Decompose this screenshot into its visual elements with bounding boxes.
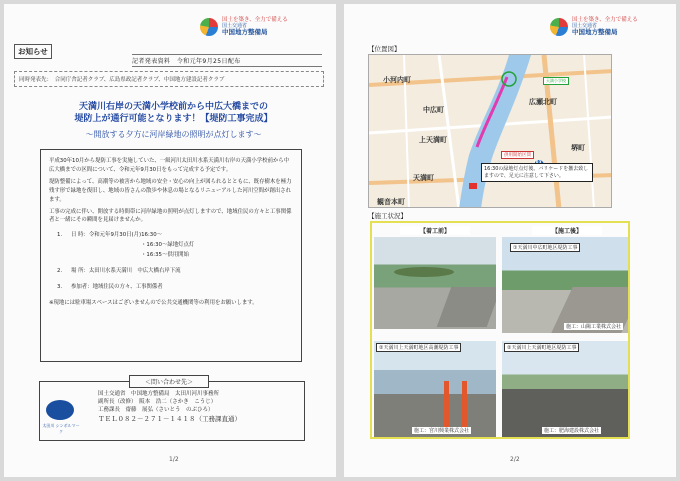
schedule-participants: 参加者：地域住民の方々、工事関係者 [71, 283, 163, 290]
logo-org: 国土交通省 [572, 22, 598, 29]
schedule-date: 日 時：令和元年9月30日(月)16:30～ [71, 232, 163, 239]
body-paragraph-1: 平成30年10月から堤防工事を実施していた、一級河川太田川水系天満川右岸の天満小学校前から中広大橋までの区間について、令和元年9月30日をもって完成する予定です。 [49, 158, 290, 173]
schedule-item-3 [49, 283, 293, 293]
body-box [40, 149, 302, 362]
after-photo-label: 【施工後】 [532, 226, 602, 235]
body-paragraph-3: 工事の完成に伴い、開放する時間帯に河岸緑地の照明が点灯しますので、地域住民の方々と工事関係者と一緒にその瞬間を見届けませんか。 [49, 208, 292, 224]
logo-org: 国土交通省 [222, 22, 248, 29]
mlit-logo-icon [200, 18, 218, 36]
photo-caption-3: 施工：肥海建設株式会社 [544, 428, 600, 434]
mlit-logo [200, 18, 288, 36]
inquiry-person-2: 工務課長 齋藤 展弘（さいとう のぶひろ） [98, 406, 214, 413]
schedule-item-2 [49, 267, 293, 277]
map-label-hirose: 広瀬北町 [529, 98, 557, 106]
page-number: 2/2 [510, 456, 520, 463]
schedule-num-3: 3. [57, 283, 63, 290]
inquiry-title: ＜問い合わせ先＞ [129, 375, 209, 388]
schedule-place: 場 所：太田川水系天満川 中広大橋右岸下流 [71, 268, 181, 275]
location-map-label: 【位置図】 [368, 45, 401, 53]
photo-tag-1: ①天満川中広町地区堤防工事 [510, 243, 580, 252]
title-line-2: 堤防上が通行可能となります！【堤防工事完成】 [74, 114, 273, 125]
map-label-nakahiro: 中広町 [423, 106, 444, 114]
inquiry-org: 国土交通省 中国地方整備局 太田川河川事務所 [98, 391, 220, 397]
notice-label: お知らせ [14, 44, 52, 59]
construction-status-label: 【施工状況】 [368, 212, 407, 220]
release-info: 記者発表資料 令和元年9月25日配布 [132, 54, 322, 67]
schedule-num-2: 2. [57, 268, 63, 275]
schedule-time-2: ・16:35～供用開始 [141, 252, 189, 259]
map-label-kamitenma: 上天満町 [419, 136, 447, 144]
page-subtitle: ～開放する夕方に河岸緑地の照明が点灯します～ [85, 130, 262, 139]
schedule-item-1 [49, 231, 293, 261]
photo-tag-3: ②天満川上天満町地区堤防工事 [504, 343, 579, 352]
page-number: 1/2 [169, 456, 179, 463]
map-label-kannon: 観音本町 [377, 198, 405, 206]
map-tag-school: 天満小学校 [543, 77, 569, 85]
map-tag-open-section: 供用開始区間 [501, 151, 534, 159]
map-label-sakai: 堺町 [571, 144, 585, 152]
mlit-logo [550, 18, 638, 36]
inquiry-person-1: 副所長（改修） 阪本 浩二（さかき こうじ） [98, 398, 217, 405]
page-2 [344, 4, 676, 477]
logo-slogan: 国土を築き、全力で備える [222, 17, 288, 24]
photo-tag-2: ②天満川上天満町地区高潮堤防工事 [376, 343, 461, 352]
map-callout: 16:30の緑地灯点灯後、バリケードを撤去致しますので、足元に注意して下さい。 [481, 163, 593, 182]
ota-river-emblem-icon [46, 400, 74, 420]
page-title [26, 101, 321, 125]
logo-slogan: 国土を築き、全力で備える [572, 17, 638, 24]
before-photo [374, 237, 496, 329]
schedule-num-1: 1. [57, 232, 63, 239]
photo-caption-2: 施工：宮川興業株式会社 [414, 428, 470, 434]
photo-caption-1: 施工：山陽工業株式会社 [566, 324, 622, 330]
after-photo-3 [502, 341, 628, 437]
map-label-kogochi: 小河内町 [383, 76, 411, 84]
construction-photos [370, 221, 630, 439]
after-photo-2 [374, 341, 496, 437]
map-label-tenma: 天満町 [413, 174, 434, 182]
page-1 [4, 4, 336, 477]
body-paragraph-2: 堤防整備によって、高潮等の被害から地域の安全・安心の向上が図られるとともに、既存樹木を極力残す形で緑地を復旧し、地域の皆さんの散歩や休息の場となるリニューアルした河川空間が創出されます。 [49, 178, 292, 203]
schedule-time-1: ・16:30～緑地灯点灯 [141, 242, 195, 249]
inquiry-tel: ＴＥＬ０８２－２７１－１４１８（工務課直通） [98, 414, 241, 423]
location-map [368, 54, 612, 208]
simultaneous-release-box [14, 71, 324, 87]
emblem-caption: 太田川 シンボルマーク [42, 423, 80, 434]
logo-office: 中国地方整備局 [572, 28, 618, 37]
logo-office: 中国地方整備局 [222, 28, 268, 37]
simultaneous-release-text: 同時発表先： 合同庁舎記者クラブ、広島県政記者クラブ、中国地方建設記者クラブ [19, 77, 225, 83]
inquiry-box [39, 381, 305, 441]
parking-note: ※現地には駐車場スペースはございませんので公共交通機関等の利用をお願いします。 [49, 299, 258, 306]
before-photo-label: 【着工前】 [400, 226, 470, 235]
mlit-logo-icon [550, 18, 568, 36]
title-line-1: 天満川右岸の天満小学校前から中広大橋までの [78, 102, 268, 112]
